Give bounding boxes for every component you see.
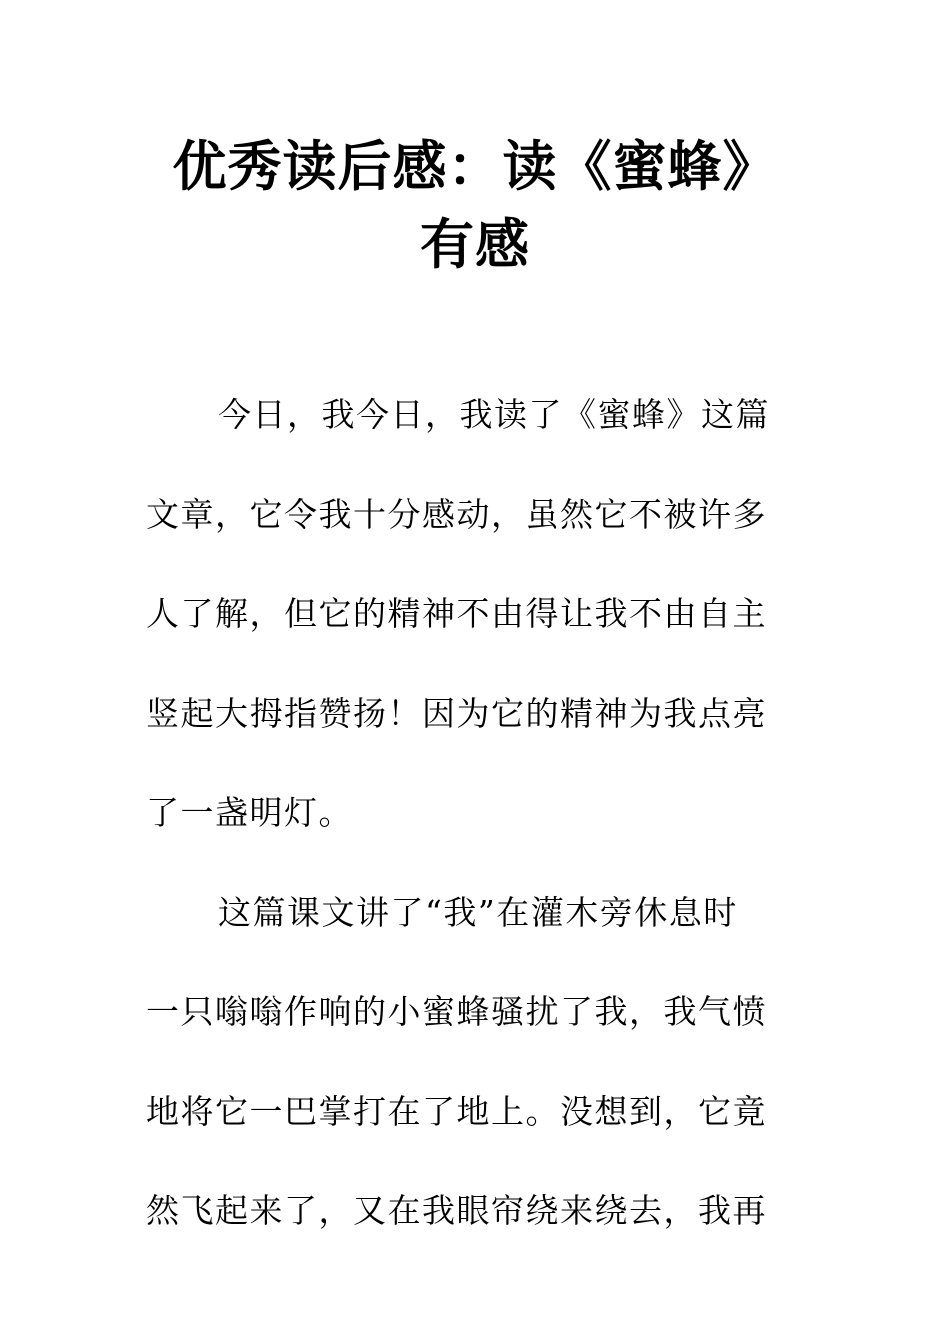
paragraph-line: 竖起大拇指赞扬！因为它的精神为我点亮 (146, 693, 767, 733)
paragraph-line: 这篇课文讲了“我”在灌木旁休息时 (218, 892, 738, 932)
paragraph-line: 今日，我今日，我读了《蜜蜂》这篇 (218, 395, 770, 434)
title-line: 有感 (420, 213, 530, 276)
paragraph-line: 然飞起来了，又在我眼帘绕来绕去，我再 (146, 1191, 767, 1230)
paragraph-line: 人了解，但它的精神不由得让我不由自主 (146, 594, 767, 633)
title-line: 优秀读后感：读《蜜蜂》 (172, 135, 778, 198)
paragraph-line: 文章，它令我十分感动，虽然它不被许多 (146, 494, 767, 534)
paragraph-line: 了一盏明灯。 (146, 793, 353, 832)
paragraph-line: 地将它一巴掌打在了地上。没想到，它竟 (146, 1091, 767, 1131)
paragraph-line: 一只嗡嗡作响的小蜜蜂骚扰了我，我气愤 (146, 992, 767, 1031)
paragraph-2 (146, 863, 806, 1261)
document-body (146, 365, 806, 1261)
document-title (100, 128, 850, 284)
paragraph-1 (146, 365, 806, 863)
